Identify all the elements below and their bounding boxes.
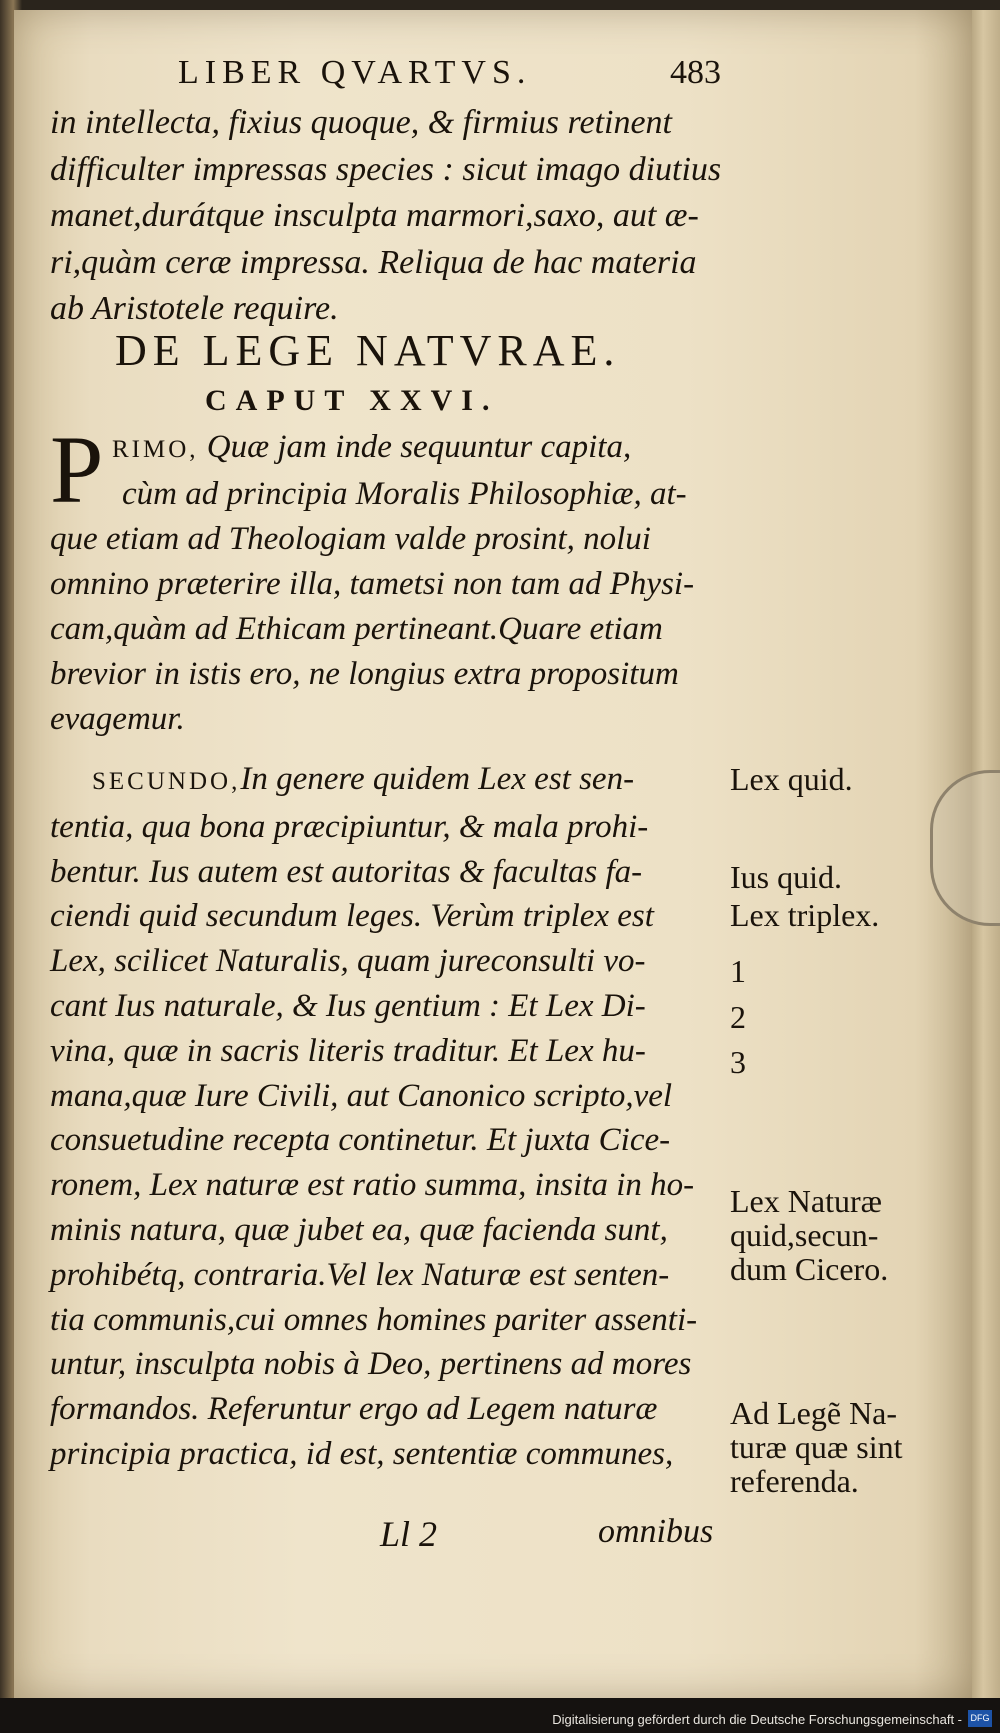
marginal-note: Ius quid. bbox=[730, 859, 842, 895]
text-line: in intellecta, fixius quoque, & firmius retinent bbox=[50, 104, 672, 141]
smallcaps-word: RIMO, bbox=[112, 436, 199, 463]
text-line: cant Ius naturale, & Ius gentium : Et Lex Di- bbox=[50, 987, 646, 1024]
page-footer bbox=[50, 1513, 750, 1563]
text-line: brevior in istis ero, ne longius extra propositum bbox=[50, 656, 679, 692]
text-line: omnino præterire illa, tametsi non tam ad Physi- bbox=[50, 566, 695, 602]
text-line: evagemur. bbox=[50, 701, 185, 737]
text-line: cùm ad principia Moralis Philosophiæ, at- bbox=[122, 476, 687, 512]
marginal-note: Lex Naturæ quid,secun-dum Cicero. bbox=[730, 1183, 889, 1287]
text-line: minis natura, quæ jubet ea, quæ facienda sunt, bbox=[50, 1211, 668, 1248]
text-line: mana,quæ Iure Civili, aut Canonico scripto,vel bbox=[50, 1077, 673, 1114]
drop-cap: P bbox=[50, 416, 104, 523]
marginal-note: Lex quid. bbox=[730, 761, 853, 797]
page-number: 483 bbox=[670, 54, 721, 91]
text-line: prohibétq, contraria.Vel lex Naturæ est senten- bbox=[50, 1256, 670, 1293]
page-header bbox=[50, 54, 730, 94]
funding-text: Digitalisierung gefördert durch die Deutsche Forschungsgemeinschaft - bbox=[552, 1712, 962, 1727]
chapter-title: DE LEGE NATVRAE. bbox=[115, 326, 621, 375]
paragraph-line-first bbox=[50, 425, 740, 472]
chapter-number: CAPUT XXVI. bbox=[205, 384, 499, 417]
paragraph-primo bbox=[50, 416, 740, 742]
text-line: consuetudine recepta continetur. Et juxta Cice- bbox=[50, 1122, 671, 1159]
marginal-number: 1 bbox=[730, 953, 746, 989]
text-line: bentur. Ius autem est autoritas & facultas fa- bbox=[50, 853, 643, 890]
catchword: omnibus bbox=[598, 1513, 714, 1550]
marginal-number: 2 bbox=[730, 999, 746, 1035]
text-line: cam,quàm ad Ethicam pertineant.Quare etiam bbox=[50, 611, 663, 647]
smallcaps-word: SECUNDO, bbox=[92, 768, 241, 795]
dfg-logo: DFG bbox=[968, 1710, 992, 1727]
text-line: vina, quæ in sacris literis traditur. Et Lex hu- bbox=[50, 1032, 646, 1069]
marginal-note: Lex triplex. bbox=[730, 897, 880, 933]
text-line: ronem, Lex naturæ est ratio summa, insita in ho- bbox=[50, 1167, 695, 1204]
text-line: formandos. Referuntur ergo ad Legem naturæ bbox=[50, 1391, 658, 1428]
signature-mark: Ll 2 bbox=[380, 1514, 438, 1554]
text-line: In genere quidem Lex est sen- bbox=[240, 761, 635, 797]
paragraph-line-first bbox=[50, 757, 740, 805]
marginal-number: 3 bbox=[730, 1044, 746, 1080]
text-line: principia practica, id est, sententiæ communes, bbox=[50, 1435, 674, 1472]
text-line: Lex, scilicet Naturalis, quam jureconsulti vo- bbox=[50, 943, 646, 980]
marginal-note: Ad Legẽ Na-turæ quæ sint referenda. bbox=[730, 1395, 903, 1499]
text-line: manet,durátque insculpta marmori,saxo, aut æ- bbox=[50, 197, 699, 234]
text-line: ri,quàm ceræ impressa. Reliqua de hac materia bbox=[50, 243, 697, 281]
text-line: Quæ jam inde sequuntur capita, bbox=[206, 429, 632, 465]
text-line: difficulter impressas species : sicut imago diutius bbox=[50, 150, 722, 188]
running-title: LIBER QVARTVS. bbox=[178, 54, 532, 91]
text-line: tia communis,cui omnes homines pariter assenti- bbox=[50, 1301, 698, 1338]
continuation-text bbox=[50, 100, 730, 333]
text-line: untur, insculpta nobis à Deo, pertinens ad mores bbox=[50, 1346, 692, 1383]
text-line: tentia, qua bona præcipiuntur, & mala prohi- bbox=[50, 808, 649, 845]
paragraph-secundo bbox=[50, 757, 740, 1477]
text-line: que etiam ad Theologiam valde prosint, nolui bbox=[50, 521, 651, 557]
text-line: ab Aristotele require. bbox=[50, 290, 339, 327]
text-line: ciendi quid secundum leges. Verùm triplex est bbox=[50, 898, 654, 935]
